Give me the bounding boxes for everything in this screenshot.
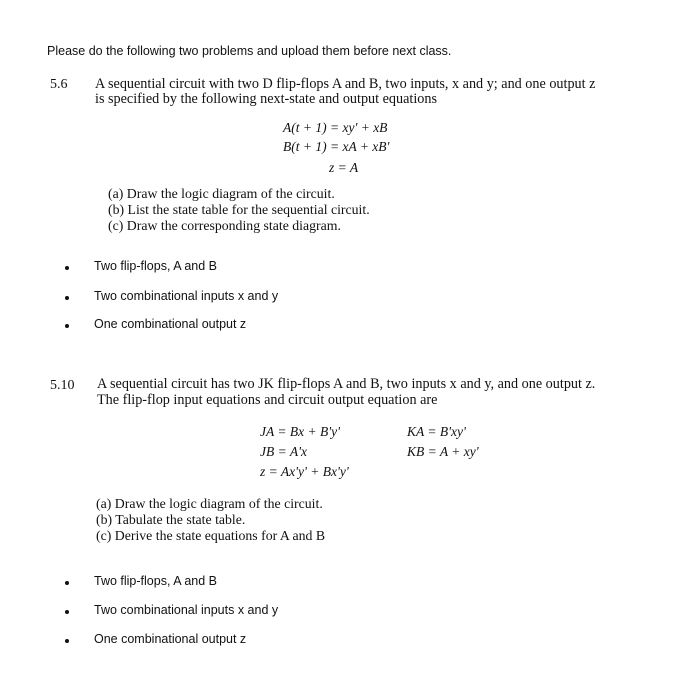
bullet-icon — [65, 610, 69, 614]
problem-number: 5.10 — [50, 378, 75, 393]
list-item: One combinational output z — [94, 317, 247, 331]
bullet-icon — [65, 581, 69, 585]
list-item: Two flip-flops, A and B — [94, 259, 217, 273]
question-part: (b) List the state table for the sequential circuit. — [108, 202, 370, 217]
question-part: (c) Draw the corresponding state diagram. — [108, 218, 341, 233]
problem-text-line: A sequential circuit has two JK flip-flops A and B, two inputs x and y, and one output z. — [97, 376, 596, 392]
bullet-icon — [65, 639, 69, 643]
bullet-icon — [65, 324, 69, 328]
list-item: Two flip-flops, A and B — [94, 574, 217, 588]
problem-text-line: The flip-flop input equations and circuit output equation are — [97, 392, 438, 408]
equation: KA = B'xy' — [407, 424, 466, 439]
bullet-icon — [65, 296, 69, 300]
problem-number: 5.6 — [50, 77, 68, 92]
equation: z = A — [329, 160, 359, 175]
equation: JA = Bx + B'y' — [260, 424, 340, 439]
list-item: Two combinational inputs x and y — [94, 603, 279, 617]
equation: z = Ax'y' + Bx'y' — [260, 464, 349, 479]
instructions-text: Please do the following two problems and upload them before next class. — [47, 44, 452, 58]
question-part: (a) Draw the logic diagram of the circuit. — [96, 496, 323, 511]
problem-text-line: is specified by the following next-state and output equations — [95, 91, 438, 107]
equation: JB = A'x — [260, 444, 307, 459]
bullet-icon — [65, 266, 69, 270]
problem-text-line: A sequential circuit with two D flip-flops A and B, two inputs, x and y; and one output z — [95, 76, 596, 92]
equation: B(t + 1) = xA + xB' — [283, 139, 390, 154]
question-part: (a) Draw the logic diagram of the circuit. — [108, 186, 335, 201]
list-item: One combinational output z — [94, 632, 247, 646]
question-part: (c) Derive the state equations for A and B — [96, 528, 326, 543]
question-part: (b) Tabulate the state table. — [96, 512, 246, 527]
equation: KB = A + xy' — [407, 444, 479, 459]
equation: A(t + 1) = xy' + xB — [283, 120, 388, 135]
list-item: Two combinational inputs x and y — [94, 289, 279, 303]
